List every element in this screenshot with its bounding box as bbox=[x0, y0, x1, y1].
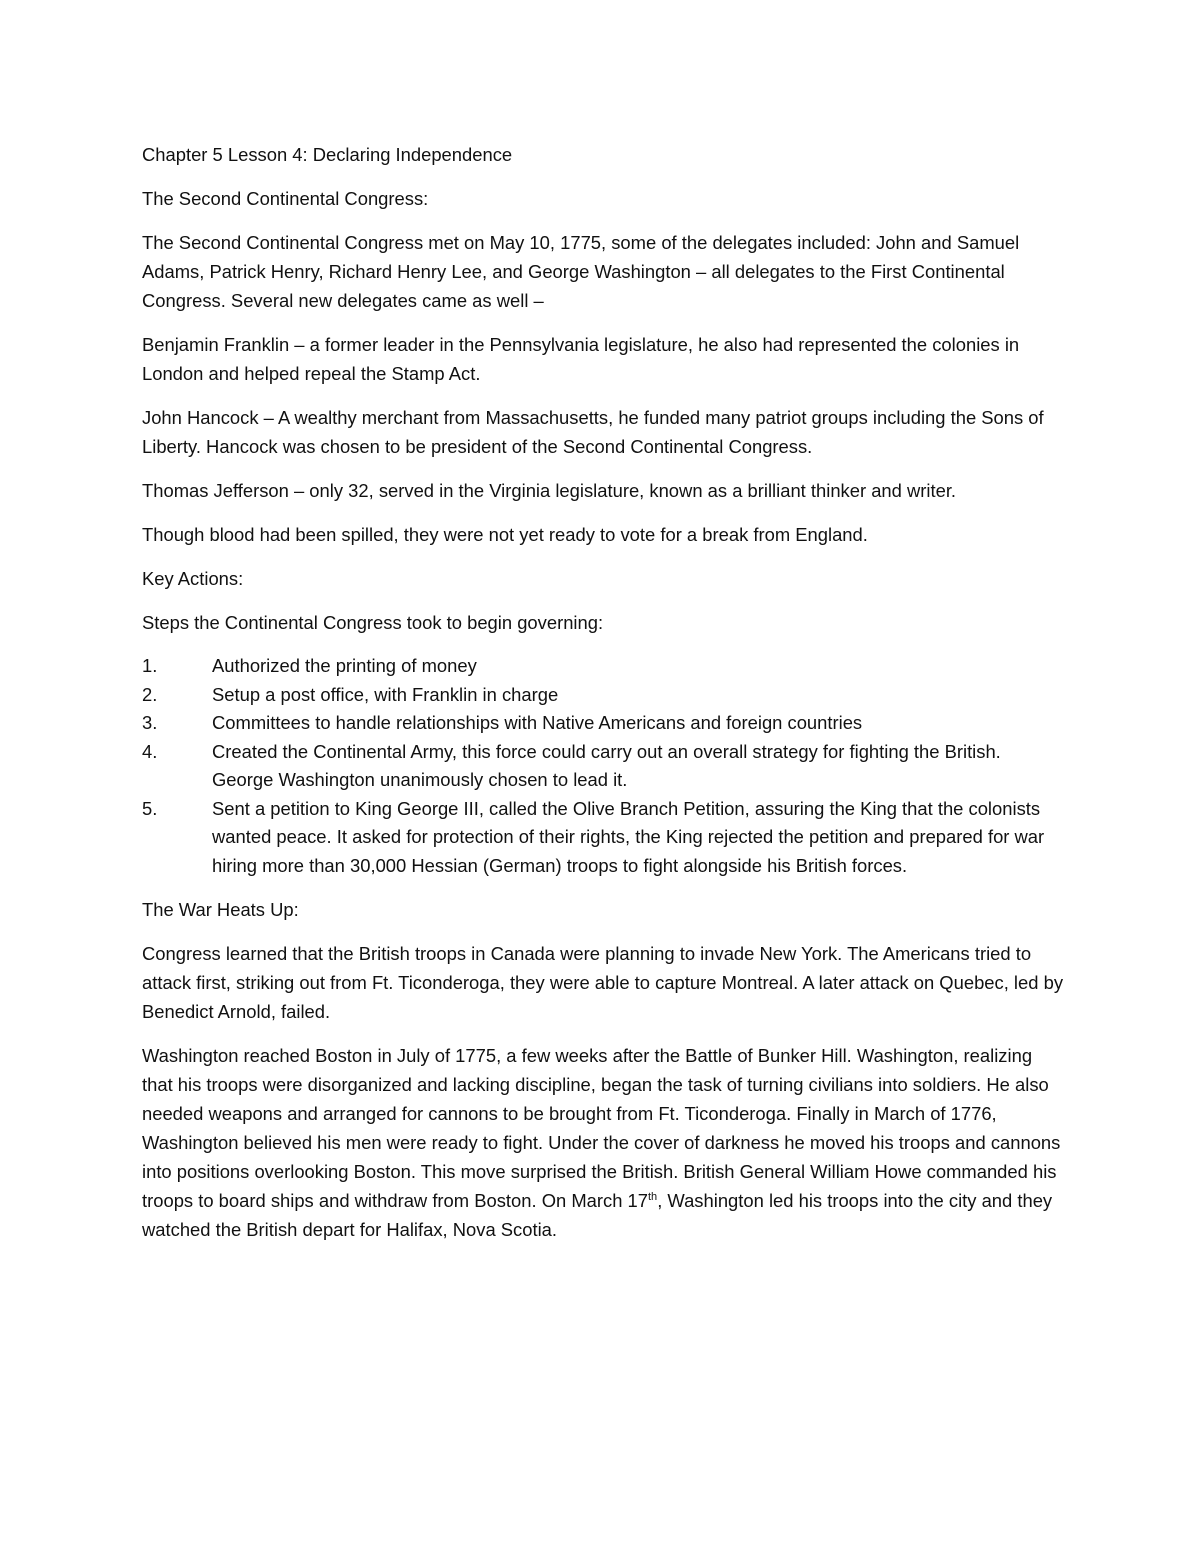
list-item bbox=[142, 795, 1067, 881]
paragraph-text-part: , Washington led his troops into the city and they watched the British depart for Halifax, Nova Scotia. bbox=[142, 1190, 1053, 1240]
list-item bbox=[142, 681, 1067, 710]
paragraph-canada-invasion: Congress learned that the British troops in Canada were planning to invade New York. The Americans tried to attack first, striking out from Ft. Ticonderoga, they were able to capture Montreal. A later attack on Quebec, led by Benedict Arnold, failed. bbox=[142, 943, 1064, 1022]
steps-list bbox=[142, 652, 1067, 880]
list-item-number: 1. bbox=[142, 655, 158, 676]
paragraph-john-hancock: John Hancock – A wealthy merchant from Massachusetts, he funded many patriot groups including the Sons of Liberty. Hancock was chosen to be president of the Second Continental Congress. bbox=[142, 407, 1044, 457]
list-item-text: Created the Continental Army, this force could carry out an overall strategy for fighting the British. George Washington unanimously chosen to lead it. bbox=[212, 740, 1001, 790]
section-heading-second-continental-congress: The Second Continental Congress: bbox=[142, 188, 429, 209]
paragraph-steps-intro: Steps the Continental Congress took to begin governing: bbox=[142, 612, 604, 633]
list-item-number: 2. bbox=[142, 683, 158, 705]
list-item-text: Setup a post office, with Franklin in charge bbox=[212, 683, 559, 705]
paragraph-thomas-jefferson: Thomas Jefferson – only 32, served in the Virginia legislature, known as a brilliant thinker and writer. bbox=[142, 480, 957, 501]
document-body bbox=[142, 140, 1067, 1259]
list-item-text: Committees to handle relationships with Native Americans and foreign countries bbox=[212, 712, 863, 733]
list-item bbox=[142, 738, 1067, 795]
paragraph-washington-boston bbox=[142, 1041, 1067, 1244]
list-item-number: 4. bbox=[142, 740, 158, 762]
paragraph-text-part: Washington reached Boston in July of 1775, a few weeks after the Battle of Bunker Hill. Washington, realizing that his troops were disorganized and lacking discipline, began the task of turning civilians into soldiers. He also needed weapons and arranged for cannons to be brought from Ft. Ticonderoga. Finally in March of 1776, Washington believed his men were ready to fight. Under the cover of darkness he moved his troops and cannons into positions overlooking Boston. This move surprised the British. British General William Howe commanded his troops to board ships and withdraw from Boston. On March 17 bbox=[142, 1045, 1061, 1211]
ordinal-superscript: th bbox=[648, 1190, 658, 1203]
document-title: Chapter 5 Lesson 4: Declaring Independence bbox=[142, 144, 513, 165]
list-item-text: Authorized the printing of money bbox=[212, 655, 477, 676]
list-item-text: Sent a petition to King George III, called the Olive Branch Petition, assuring the King that the colonists wanted peace. It asked for protection of their rights, the King rejected the petition and prepared for war hiring more than 30,000 Hessian (German) troops to fight alongside his British forces. bbox=[212, 797, 1045, 876]
list-item bbox=[142, 709, 1067, 738]
paragraph-benjamin-franklin: Benjamin Franklin – a former leader in the Pennsylvania legislature, he also had represented the colonies in London and helped repeal the Stamp Act. bbox=[142, 334, 1020, 384]
section-heading-war-heats-up: The War Heats Up: bbox=[142, 899, 299, 920]
paragraph-not-ready: Though blood had been spilled, they were not yet ready to vote for a break from England. bbox=[142, 524, 868, 545]
list-item-number: 3. bbox=[142, 712, 158, 733]
section-heading-key-actions: Key Actions: bbox=[142, 568, 244, 589]
list-item bbox=[142, 652, 1067, 681]
paragraph-congress-intro: The Second Continental Congress met on May 10, 1775, some of the delegates included: John and Samuel Adams, Patrick Henry, Richard Henry Lee, and George Washington – all delegates to the First Continental Congress. Several new delegates came as well – bbox=[142, 232, 1020, 311]
list-item-number: 5. bbox=[142, 797, 158, 819]
